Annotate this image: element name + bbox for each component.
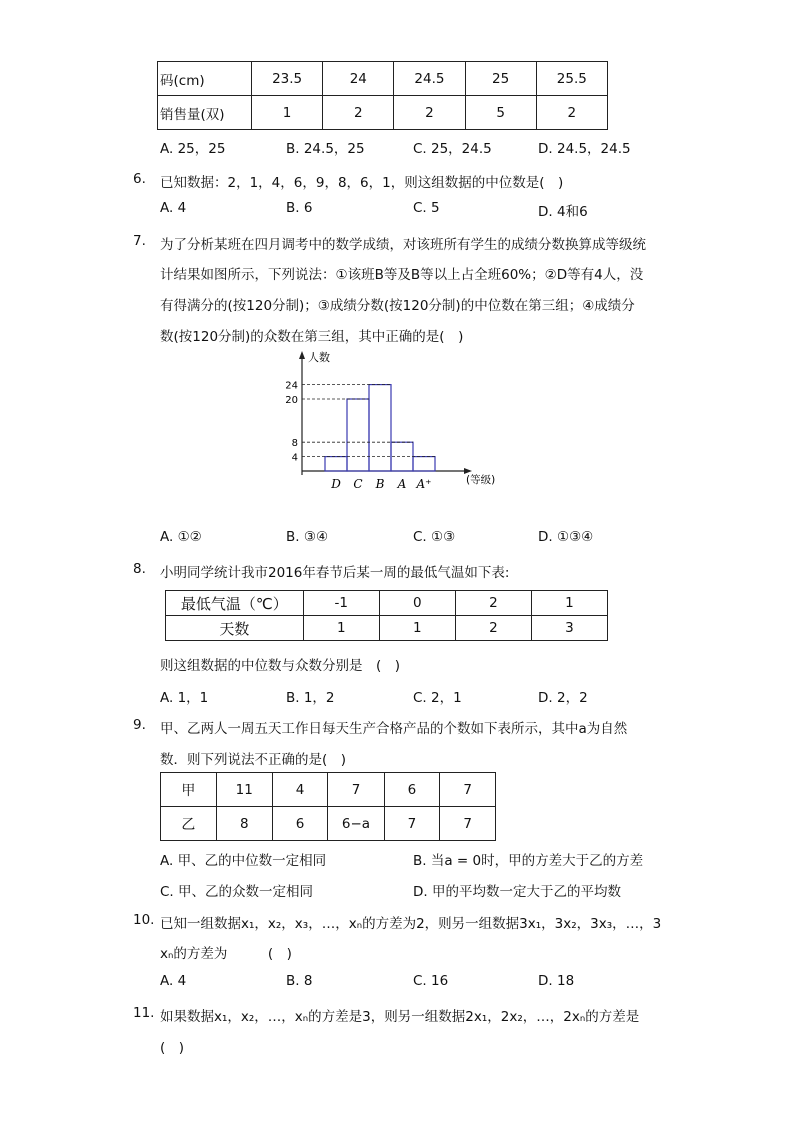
histogram-bar	[413, 457, 435, 471]
option-a[interactable]: A. ①②	[160, 529, 202, 545]
y-tick-label: 8	[291, 438, 298, 450]
option-c[interactable]: C. ①③	[413, 529, 456, 545]
table-row	[161, 773, 496, 807]
x-tick-label: A⁺	[416, 477, 432, 491]
table-row	[161, 807, 496, 841]
table-cell: 3	[531, 616, 607, 641]
option-b[interactable]: B. 当a = 0时，甲的方差大于乙的方差	[413, 853, 644, 869]
option-c[interactable]: C. 16	[413, 973, 449, 989]
option-d[interactable]: D. 4和6	[538, 204, 588, 220]
y-tick-label: 20	[285, 395, 298, 406]
table-cell: 7	[328, 773, 384, 807]
q6-options	[160, 200, 660, 220]
histogram-bar	[325, 457, 347, 471]
production-table	[160, 772, 496, 841]
table-cell: 5	[465, 96, 536, 130]
table-cell: -1	[303, 591, 379, 616]
option-a[interactable]: A. 甲、乙的中位数一定相同	[160, 853, 327, 869]
table-cell: 2	[455, 591, 531, 616]
x-tick-label: B	[375, 477, 385, 491]
option-a[interactable]: A. 1，1	[160, 690, 209, 706]
table-cell: 7	[440, 773, 496, 807]
question-text-line: 有得满分的(按120分制)；③成绩分数(按120分制)的中位数在第三组；④成绩分	[160, 298, 635, 314]
table-cell: 6	[384, 773, 440, 807]
question-text-line: 数(按120分制)的众数在第三组，其中正确的是( )	[160, 329, 464, 345]
temperature-table	[165, 590, 608, 641]
table-cell: 25.5	[536, 62, 607, 96]
table-row	[166, 616, 608, 641]
table-cell: 乙	[161, 807, 217, 841]
q5-options	[160, 137, 660, 157]
option-d[interactable]: D. 甲的平均数一定大于乙的平均数	[413, 884, 621, 900]
option-a[interactable]: A. 4	[160, 973, 187, 989]
q9-options-row1	[160, 849, 660, 869]
grade-histogram	[270, 345, 520, 495]
x-tick-label: A	[397, 477, 407, 491]
x-tick-label: C	[353, 477, 363, 491]
q7-options	[160, 529, 660, 549]
option-b[interactable]: B. 6	[286, 200, 313, 216]
table-cell: 4	[272, 773, 328, 807]
table-cell: 2	[323, 96, 394, 130]
y-tick-label: 4	[291, 452, 298, 464]
table-cell: 最低气温（℃）	[166, 591, 304, 616]
table-cell: 2	[455, 616, 531, 641]
question-followup: 则这组数据的中位数与众数分别是 ( )	[160, 658, 401, 674]
question-number: 9.	[133, 717, 146, 733]
histogram-bar	[347, 399, 369, 471]
option-c[interactable]: C. 25，24.5	[413, 141, 492, 157]
table-cell: 6	[272, 807, 328, 841]
option-c[interactable]: C. 5	[413, 200, 440, 216]
q8-options	[160, 686, 660, 706]
question-number: 6.	[133, 171, 146, 187]
y-tick-label: 24	[285, 380, 298, 392]
option-c[interactable]: C. 2，1	[413, 690, 462, 706]
question-number: 7.	[133, 233, 146, 249]
table-cell: 1	[251, 96, 322, 130]
question-text-line: 数．则下列说法不正确的是( )	[160, 752, 347, 768]
table-cell: 销售量(双)	[158, 96, 252, 130]
option-d[interactable]: D. ①③④	[538, 529, 594, 545]
table-cell: 11	[216, 773, 272, 807]
table-cell: 7	[440, 807, 496, 841]
shoe-size-table	[157, 61, 608, 130]
option-b[interactable]: B. 24.5，25	[286, 141, 365, 157]
table-cell: 25	[465, 62, 536, 96]
table-row	[158, 96, 608, 130]
question-text-line: 已知一组数据x₁，x₂，x₃，…，xₙ的方差为2，则另一组数据3x₁，3x₂，3x₃，…，3	[160, 916, 662, 932]
table-cell: 天数	[166, 616, 304, 641]
table-cell: 1	[531, 591, 607, 616]
option-c[interactable]: C. 甲、乙的众数一定相同	[160, 884, 314, 900]
question-number: 11.	[133, 1005, 155, 1021]
option-b[interactable]: B. 8	[286, 973, 313, 989]
y-axis-label: 人数	[308, 351, 330, 364]
table-cell: 1	[303, 616, 379, 641]
table-cell: 24	[323, 62, 394, 96]
x-tick-label: D	[331, 477, 341, 491]
question-text-line: 为了分析某班在四月调考中的数学成绩，对该班所有学生的成绩分数换算成等级统	[160, 237, 646, 253]
option-b[interactable]: B. ③④	[286, 529, 329, 545]
y-axis-arrow	[299, 351, 305, 359]
table-cell: 24.5	[394, 62, 465, 96]
table-cell: 2	[394, 96, 465, 130]
option-d[interactable]: D. 18	[538, 973, 575, 989]
question-text-line: 计结果如图所示，下列说法：①该班B等及B等以上占全班60%；②D等有4人，没	[160, 267, 644, 283]
option-d[interactable]: D. 2，2	[538, 690, 588, 706]
option-b[interactable]: B. 1，2	[286, 690, 335, 706]
table-cell: 2	[536, 96, 607, 130]
histogram-bar	[369, 385, 391, 471]
question-text-line: ( )	[160, 1040, 185, 1056]
table-cell: 甲	[161, 773, 217, 807]
table-cell: 6−a	[328, 807, 384, 841]
table-row	[158, 62, 608, 96]
table-row	[166, 591, 608, 616]
question-number: 10.	[133, 912, 155, 928]
q10-options	[160, 973, 660, 993]
question-text: 已知数据：2，1，4，6，9，8，6，1，则这组数据的中位数是( )	[160, 175, 564, 191]
x-axis-label: (等级)	[466, 474, 496, 486]
q9-options-row2	[160, 880, 660, 900]
question-text: 小明同学统计我市2016年春节后某一周的最低气温如下表:	[160, 565, 510, 581]
table-cell: 7	[384, 807, 440, 841]
table-cell: 23.5	[251, 62, 322, 96]
table-cell: 码(cm)	[158, 62, 252, 96]
option-a[interactable]: A. 4	[160, 200, 187, 216]
question-number: 8.	[133, 561, 146, 577]
table-cell: 0	[379, 591, 455, 616]
question-text-line: xₙ的方差为 ( )	[160, 946, 292, 962]
question-text-line: 如果数据x₁，x₂，…，xₙ的方差是3，则另一组数据2x₁，2x₂，…，2xₙ的方差是	[160, 1009, 640, 1025]
option-a[interactable]: A. 25，25	[160, 141, 226, 157]
option-d[interactable]: D. 24.5，24.5	[538, 141, 631, 157]
table-cell: 1	[379, 616, 455, 641]
table-cell: 8	[216, 807, 272, 841]
question-text-line: 甲、乙两人一周五天工作日每天生产合格产品的个数如下表所示，其中a为自然	[160, 721, 628, 737]
